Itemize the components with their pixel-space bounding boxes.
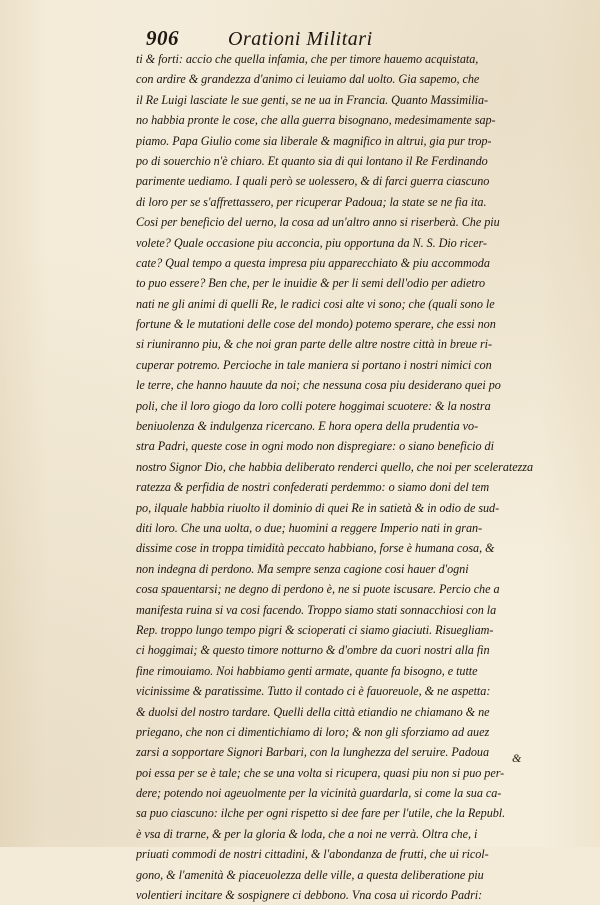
- text-line: fortune & le mutationi delle cose del mondo) potemo sperare, che essi non: [136, 317, 496, 332]
- text-line: nostro Signor Dio, che habbia deliberato renderci quello, che noi per sceleratezza: [136, 459, 534, 474]
- text-line: zarsi a sopportare Signori Barbari, con la lunghezza del seruire. Padoua: [136, 745, 489, 760]
- text-line: cate? Qual tempo a questa impresa piu apparecchiato & piu accommoda: [136, 255, 490, 270]
- text-line: è vsa di trarne, & per la gloria & loda, che a noi ne verrà. Oltra che, i: [136, 826, 478, 841]
- page-number: 906: [146, 26, 179, 50]
- text-line: nati ne gli animi di quelli Re, le radici cosi alte vi sono; che (quali sono le: [136, 296, 495, 311]
- text-line: vicinissime & paratissime. Tutto il contado ci è fauoreuole, & ne aspetta:: [136, 684, 491, 699]
- body-text: [136, 49, 560, 905]
- text-line: poli, che il loro giogo da loro colli potere hoggimai scuotere: & la nostra: [136, 398, 491, 413]
- text-line: si riuniranno piu, & che noi gran parte delle altre nostre città in breue ri-: [136, 337, 492, 352]
- text-line: stra Padri, queste cose in ogni modo non dispregiare: o siano beneficio di: [136, 439, 494, 454]
- text-line: piamo. Papa Giulio come sia liberale & magnifico in altrui, gia pur trop-: [136, 133, 492, 148]
- text-line: non indegna di perdono. Ma sempre senza cagione cosi hauer d'ogni: [136, 561, 469, 576]
- text-line: gono, & l'amenità & piaceuolezza delle ville, a questa deliberatione piu: [136, 867, 484, 882]
- text-line: priuati commodi de nostri cittadini, & l'abondanza de frutti, che ui ricol-: [136, 847, 489, 862]
- text-line: Rep. troppo lungo tempo pigri & scioperati ci siamo giaciuti. Risuegliam-: [136, 622, 494, 637]
- text-line: po di souerchio n'è chiaro. Et quanto sia di qui lontano il Re Ferdinando: [136, 153, 488, 168]
- text-line: Cosi per beneficio del uerno, la cosa ad un'altro anno si riserberà. Che piu: [136, 215, 500, 230]
- text-line: to puo essere? Ben che, per le inuidie & per li semi dell'odio per adietro: [136, 276, 485, 291]
- text-line: volete? Quale occasione piu acconcia, piu opportuna da N. S. Dio ricer-: [136, 235, 487, 250]
- text-line: cuperar potremo. Percioche in tale maniera si portano i nostri nimici con: [136, 357, 492, 372]
- text-line: di loro per se s'affrettassero, per ricuperar Padoua; la state se ne fia ita.: [136, 194, 487, 209]
- text-line: priegano, che non ci dimentichiamo di loro; & non gli sforziamo ad auez: [136, 724, 490, 739]
- text-line: no habbia pronte le cose, che alla guerra bisognano, medesimamente sap-: [136, 113, 496, 128]
- text-line: beniuolenza & indulgenza ricercano. E hora opera della prudentia vo-: [136, 419, 479, 434]
- text-line: volentieri incitare & sospignere ci debbono. Vna cosa ui ricordo Padri:: [136, 888, 483, 903]
- text-line: fine rimouiamo. Noi habbiamo genti armate, quante fa bisogno, e tutte: [136, 663, 478, 678]
- text-line: dere; potendo noi ageuolmente per la vicinità guardarla, si come la sua ca-: [136, 786, 502, 801]
- text-line: cosa spauentarsi; ne degno di perdono è, ne si puote iscusare. Percio che a: [136, 582, 500, 597]
- text-line: dissime cose in troppa timidità peccato habbiano, forse è humana cosa, &: [136, 541, 495, 556]
- text-line: poi essa per se è tale; che se una volta si ricupera, quasi piu non si puo per-: [136, 765, 505, 780]
- text-line: il Re Luigi lasciate le sue genti, se ne ua in Francia. Quanto Massimilia-: [136, 92, 489, 107]
- text-line: & duolsi del nostro tardare. Quelli della città etiandio ne chiamano & ne: [136, 704, 490, 719]
- text-line: parimente uediamo. I quali però se uolessero, & di farci guerra ciascuno: [136, 174, 490, 189]
- text-line: con ardire & grandezza d'animo ci leuiamo dal uolto. Gia sapemo, che: [136, 72, 480, 87]
- text-line: le terre, che hanno hauute da noi; che nessuna cosa piu desiderano quei po: [136, 378, 501, 393]
- text-line: ci hoggimai; & questo timore notturno & d'ombre da cuori nostri alla fin: [136, 643, 490, 658]
- text-line: ratezza & perfidia de nostri confederati perdemmo: o siamo doni del tem: [136, 480, 490, 495]
- text-line: manifesta ruina si va cosi facendo. Troppo siamo stati sonnacchiosi con la: [136, 602, 497, 617]
- catchword: &: [512, 751, 522, 765]
- text-line: diti loro. Che una uolta, o due; huomini a reggere Imperio nati in gran-: [136, 520, 483, 535]
- text-line: sa puo ciascuno: ilche per ogni rispetto si dee fare per l'utile, che la Republ.: [136, 806, 506, 821]
- text-line: po, ilquale habbia riuolto il dominio di quei Re in satietà & in odio de sud-: [136, 500, 500, 515]
- text-line: ti & forti: accio che quella infamia, che per timore hauemo acquistata,: [136, 52, 479, 66]
- running-title: Orationi Militari: [228, 28, 373, 50]
